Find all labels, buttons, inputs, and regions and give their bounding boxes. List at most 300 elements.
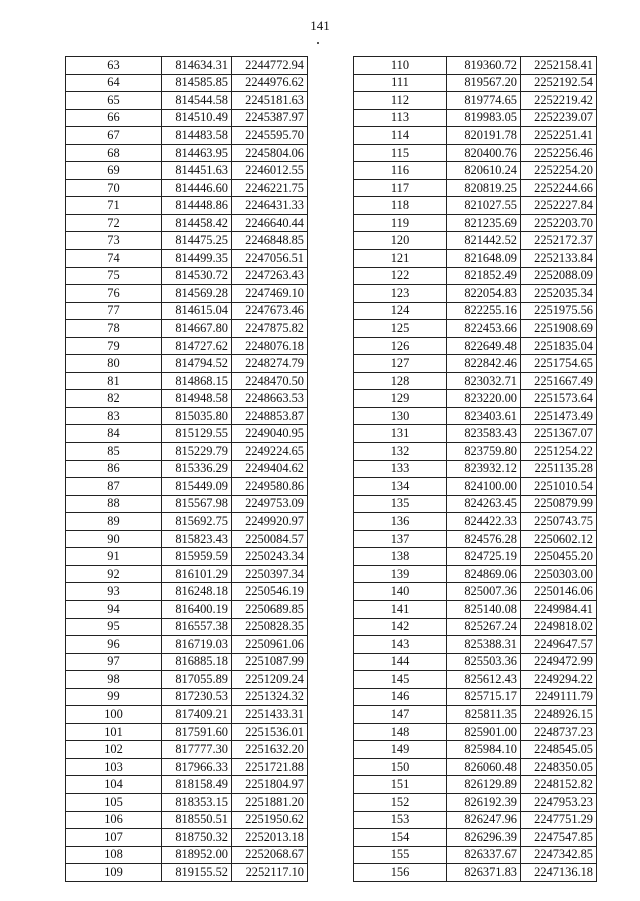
x-coordinate-cell: 815129.55	[162, 425, 232, 443]
y-coordinate-cell: 2251087.99	[232, 653, 308, 671]
x-coordinate-cell: 824263.45	[447, 495, 521, 513]
x-coordinate-cell: 814615.04	[162, 302, 232, 320]
x-coordinate-cell: 826337.67	[447, 846, 521, 864]
y-coordinate-cell: 2247469.10	[232, 285, 308, 303]
point-number-cell: 78	[66, 320, 162, 338]
point-number-cell: 94	[66, 600, 162, 618]
point-number-cell: 133	[354, 460, 447, 478]
x-coordinate-cell: 817409.21	[162, 706, 232, 724]
point-number-cell: 63	[66, 57, 162, 75]
point-number-cell: 149	[354, 741, 447, 759]
table-row	[354, 530, 597, 548]
x-coordinate-cell: 815449.09	[162, 478, 232, 496]
point-number-cell: 71	[66, 197, 162, 215]
point-number-cell: 146	[354, 688, 447, 706]
x-coordinate-cell: 819155.52	[162, 864, 232, 882]
point-number-cell: 66	[66, 109, 162, 127]
table-row	[66, 74, 308, 92]
y-coordinate-cell: 2252203.70	[521, 214, 597, 232]
point-number-cell: 96	[66, 636, 162, 654]
x-coordinate-cell: 826371.83	[447, 864, 521, 882]
x-coordinate-cell: 821235.69	[447, 214, 521, 232]
x-coordinate-cell: 815035.80	[162, 407, 232, 425]
y-coordinate-cell: 2247875.82	[232, 320, 308, 338]
point-number-cell: 121	[354, 250, 447, 268]
y-coordinate-cell: 2247056.51	[232, 250, 308, 268]
x-coordinate-cell: 817777.30	[162, 741, 232, 759]
y-coordinate-cell: 2244976.62	[232, 74, 308, 92]
point-number-cell: 110	[354, 57, 447, 75]
y-coordinate-cell: 2251324.32	[232, 688, 308, 706]
y-coordinate-cell: 2251835.04	[521, 337, 597, 355]
y-coordinate-cell: 2252244.66	[521, 179, 597, 197]
x-coordinate-cell: 816719.03	[162, 636, 232, 654]
point-number-cell: 134	[354, 478, 447, 496]
table-row	[66, 741, 308, 759]
table-row	[66, 530, 308, 548]
x-coordinate-cell: 824100.00	[447, 478, 521, 496]
y-coordinate-cell: 2250303.00	[521, 565, 597, 583]
table-row	[66, 565, 308, 583]
table-row	[66, 811, 308, 829]
x-coordinate-cell: 820400.76	[447, 144, 521, 162]
x-coordinate-cell: 819774.65	[447, 92, 521, 110]
y-coordinate-cell: 2248545.05	[521, 741, 597, 759]
y-coordinate-cell: 2247263.43	[232, 267, 308, 285]
table-row	[66, 109, 308, 127]
x-coordinate-cell: 823583.43	[447, 425, 521, 443]
table-row	[354, 706, 597, 724]
x-coordinate-cell: 822054.83	[447, 285, 521, 303]
y-coordinate-cell: 2245387.97	[232, 109, 308, 127]
x-coordinate-cell: 826296.39	[447, 829, 521, 847]
y-coordinate-cell: 2251209.24	[232, 671, 308, 689]
y-coordinate-cell: 2245595.70	[232, 127, 308, 145]
table-row	[354, 653, 597, 671]
x-coordinate-cell: 821027.55	[447, 197, 521, 215]
point-number-cell: 143	[354, 636, 447, 654]
point-number-cell: 126	[354, 337, 447, 355]
y-coordinate-cell: 2252158.41	[521, 57, 597, 75]
x-coordinate-cell: 824422.33	[447, 513, 521, 531]
y-coordinate-cell: 2252172.37	[521, 232, 597, 250]
table-row	[66, 92, 308, 110]
table-row	[66, 460, 308, 478]
x-coordinate-cell: 817966.33	[162, 758, 232, 776]
point-number-cell: 135	[354, 495, 447, 513]
table-row	[354, 74, 597, 92]
table-row	[354, 846, 597, 864]
point-number-cell: 100	[66, 706, 162, 724]
y-coordinate-cell: 2252251.41	[521, 127, 597, 145]
table-row	[354, 495, 597, 513]
table-row	[354, 232, 597, 250]
table-row	[66, 127, 308, 145]
point-number-cell: 130	[354, 407, 447, 425]
y-coordinate-cell: 2251536.01	[232, 723, 308, 741]
table-row	[66, 513, 308, 531]
table-row	[66, 636, 308, 654]
x-coordinate-cell: 824869.06	[447, 565, 521, 583]
table-row	[66, 548, 308, 566]
x-coordinate-cell: 816557.38	[162, 618, 232, 636]
point-number-cell: 89	[66, 513, 162, 531]
x-coordinate-cell: 821852.49	[447, 267, 521, 285]
y-coordinate-cell: 2249580.86	[232, 478, 308, 496]
x-coordinate-cell: 814448.86	[162, 197, 232, 215]
table-row	[66, 162, 308, 180]
table-row	[354, 355, 597, 373]
point-number-cell: 103	[66, 758, 162, 776]
y-coordinate-cell: 2250397.34	[232, 565, 308, 583]
point-number-cell: 141	[354, 600, 447, 618]
x-coordinate-cell: 826247.96	[447, 811, 521, 829]
table-row	[354, 443, 597, 461]
y-coordinate-cell: 2249404.62	[232, 460, 308, 478]
x-coordinate-cell: 814499.35	[162, 250, 232, 268]
table-row	[354, 548, 597, 566]
table-row	[66, 495, 308, 513]
y-coordinate-cell: 2248663.53	[232, 390, 308, 408]
x-coordinate-cell: 823032.71	[447, 372, 521, 390]
table-row	[354, 372, 597, 390]
x-coordinate-cell: 824576.28	[447, 530, 521, 548]
point-number-cell: 154	[354, 829, 447, 847]
x-coordinate-cell: 814948.58	[162, 390, 232, 408]
table-row	[354, 144, 597, 162]
y-coordinate-cell: 2251975.56	[521, 302, 597, 320]
y-coordinate-cell: 2250828.35	[232, 618, 308, 636]
table-row	[66, 197, 308, 215]
y-coordinate-cell: 2249224.65	[232, 443, 308, 461]
y-coordinate-cell: 2251473.49	[521, 407, 597, 425]
y-coordinate-cell: 2251573.64	[521, 390, 597, 408]
table-row	[66, 285, 308, 303]
x-coordinate-cell: 817055.89	[162, 671, 232, 689]
y-coordinate-cell: 2247953.23	[521, 793, 597, 811]
coordinates-table-right	[353, 56, 597, 882]
point-number-cell: 98	[66, 671, 162, 689]
point-number-cell: 116	[354, 162, 447, 180]
y-coordinate-cell: 2250602.12	[521, 530, 597, 548]
y-coordinate-cell: 2250879.99	[521, 495, 597, 513]
point-number-cell: 142	[354, 618, 447, 636]
x-coordinate-cell: 821442.52	[447, 232, 521, 250]
table-row	[66, 214, 308, 232]
x-coordinate-cell: 816101.29	[162, 565, 232, 583]
point-number-cell: 85	[66, 443, 162, 461]
page-mark	[317, 42, 319, 44]
point-number-cell: 84	[66, 425, 162, 443]
y-coordinate-cell: 2251254.22	[521, 443, 597, 461]
y-coordinate-cell: 2251754.65	[521, 355, 597, 373]
x-coordinate-cell: 816248.18	[162, 583, 232, 601]
x-coordinate-cell: 817230.53	[162, 688, 232, 706]
y-coordinate-cell: 2249472.99	[521, 653, 597, 671]
table-row	[66, 723, 308, 741]
point-number-cell: 101	[66, 723, 162, 741]
x-coordinate-cell: 826192.39	[447, 793, 521, 811]
x-coordinate-cell: 814544.58	[162, 92, 232, 110]
y-coordinate-cell: 2248737.23	[521, 723, 597, 741]
y-coordinate-cell: 2248926.15	[521, 706, 597, 724]
point-number-cell: 125	[354, 320, 447, 338]
table-row	[66, 390, 308, 408]
x-coordinate-cell: 814727.62	[162, 337, 232, 355]
y-coordinate-cell: 2248350.05	[521, 758, 597, 776]
point-number-cell: 136	[354, 513, 447, 531]
point-number-cell: 137	[354, 530, 447, 548]
y-coordinate-cell: 2252219.42	[521, 92, 597, 110]
point-number-cell: 77	[66, 302, 162, 320]
point-number-cell: 72	[66, 214, 162, 232]
point-number-cell: 139	[354, 565, 447, 583]
x-coordinate-cell: 825984.10	[447, 741, 521, 759]
x-coordinate-cell: 814483.58	[162, 127, 232, 145]
point-number-cell: 114	[354, 127, 447, 145]
point-number-cell: 107	[66, 829, 162, 847]
y-coordinate-cell: 2246221.75	[232, 179, 308, 197]
table-row	[66, 302, 308, 320]
table-row	[354, 109, 597, 127]
point-number-cell: 148	[354, 723, 447, 741]
point-number-cell: 147	[354, 706, 447, 724]
point-number-cell: 73	[66, 232, 162, 250]
x-coordinate-cell: 814585.85	[162, 74, 232, 92]
x-coordinate-cell: 815692.75	[162, 513, 232, 531]
x-coordinate-cell: 817591.60	[162, 723, 232, 741]
table-row	[354, 600, 597, 618]
x-coordinate-cell: 814868.15	[162, 372, 232, 390]
point-number-cell: 67	[66, 127, 162, 145]
y-coordinate-cell: 2247751.29	[521, 811, 597, 829]
y-coordinate-cell: 2250084.57	[232, 530, 308, 548]
y-coordinate-cell: 2249294.22	[521, 671, 597, 689]
point-number-cell: 124	[354, 302, 447, 320]
y-coordinate-cell: 2245804.06	[232, 144, 308, 162]
x-coordinate-cell: 815823.43	[162, 530, 232, 548]
table-row	[354, 741, 597, 759]
x-coordinate-cell: 814530.72	[162, 267, 232, 285]
x-coordinate-cell: 815336.29	[162, 460, 232, 478]
table-row	[354, 197, 597, 215]
table-row	[354, 671, 597, 689]
y-coordinate-cell: 2251804.97	[232, 776, 308, 794]
table-row	[354, 758, 597, 776]
y-coordinate-cell: 2249984.41	[521, 600, 597, 618]
point-number-cell: 88	[66, 495, 162, 513]
table-row	[66, 829, 308, 847]
point-number-cell: 123	[354, 285, 447, 303]
y-coordinate-cell: 2246640.44	[232, 214, 308, 232]
y-coordinate-cell: 2246848.85	[232, 232, 308, 250]
x-coordinate-cell: 815229.79	[162, 443, 232, 461]
x-coordinate-cell: 814458.42	[162, 214, 232, 232]
y-coordinate-cell: 2250146.06	[521, 583, 597, 601]
y-coordinate-cell: 2245181.63	[232, 92, 308, 110]
point-number-cell: 70	[66, 179, 162, 197]
table-row	[354, 460, 597, 478]
table-row	[66, 267, 308, 285]
table-row	[354, 57, 597, 75]
table-row	[66, 758, 308, 776]
table-row	[354, 688, 597, 706]
x-coordinate-cell: 820819.25	[447, 179, 521, 197]
point-number-cell: 93	[66, 583, 162, 601]
point-number-cell: 144	[354, 653, 447, 671]
x-coordinate-cell: 818158.49	[162, 776, 232, 794]
table-row	[354, 320, 597, 338]
table-row	[66, 425, 308, 443]
point-number-cell: 97	[66, 653, 162, 671]
y-coordinate-cell: 2252254.20	[521, 162, 597, 180]
point-number-cell: 138	[354, 548, 447, 566]
table-row	[354, 179, 597, 197]
y-coordinate-cell: 2249753.09	[232, 495, 308, 513]
y-coordinate-cell: 2252192.54	[521, 74, 597, 92]
y-coordinate-cell: 2252035.34	[521, 285, 597, 303]
table-row	[66, 671, 308, 689]
point-number-cell: 91	[66, 548, 162, 566]
x-coordinate-cell: 818550.51	[162, 811, 232, 829]
point-number-cell: 74	[66, 250, 162, 268]
y-coordinate-cell: 2249040.95	[232, 425, 308, 443]
table-row	[66, 600, 308, 618]
y-coordinate-cell: 2248470.50	[232, 372, 308, 390]
y-coordinate-cell: 2247136.18	[521, 864, 597, 882]
point-number-cell: 64	[66, 74, 162, 92]
point-number-cell: 127	[354, 355, 447, 373]
x-coordinate-cell: 814667.80	[162, 320, 232, 338]
point-number-cell: 104	[66, 776, 162, 794]
x-coordinate-cell: 823932.12	[447, 460, 521, 478]
table-row	[66, 355, 308, 373]
table-row	[354, 864, 597, 882]
table-row	[354, 267, 597, 285]
y-coordinate-cell: 2250961.06	[232, 636, 308, 654]
x-coordinate-cell: 822255.16	[447, 302, 521, 320]
table-row	[354, 565, 597, 583]
table-row	[66, 706, 308, 724]
point-number-cell: 99	[66, 688, 162, 706]
table-row	[354, 793, 597, 811]
point-number-cell: 106	[66, 811, 162, 829]
point-number-cell: 69	[66, 162, 162, 180]
coordinates-table-left	[65, 56, 308, 882]
y-coordinate-cell: 2249818.02	[521, 618, 597, 636]
table-row	[66, 618, 308, 636]
table-row	[354, 776, 597, 794]
y-coordinate-cell: 2250455.20	[521, 548, 597, 566]
y-coordinate-cell: 2251881.20	[232, 793, 308, 811]
y-coordinate-cell: 2251433.31	[232, 706, 308, 724]
x-coordinate-cell: 815959.59	[162, 548, 232, 566]
y-coordinate-cell: 2248853.87	[232, 407, 308, 425]
y-coordinate-cell: 2251950.62	[232, 811, 308, 829]
point-number-cell: 132	[354, 443, 447, 461]
x-coordinate-cell: 821648.09	[447, 250, 521, 268]
x-coordinate-cell: 823759.80	[447, 443, 521, 461]
point-number-cell: 109	[66, 864, 162, 882]
y-coordinate-cell: 2249920.97	[232, 513, 308, 531]
table-row	[354, 513, 597, 531]
y-coordinate-cell: 2250689.85	[232, 600, 308, 618]
y-coordinate-cell: 2251721.88	[232, 758, 308, 776]
table-row	[66, 232, 308, 250]
point-number-cell: 117	[354, 179, 447, 197]
table-row	[66, 443, 308, 461]
point-number-cell: 112	[354, 92, 447, 110]
y-coordinate-cell: 2251367.07	[521, 425, 597, 443]
x-coordinate-cell: 822842.46	[447, 355, 521, 373]
table-row	[66, 407, 308, 425]
x-coordinate-cell: 825901.00	[447, 723, 521, 741]
table-row	[66, 179, 308, 197]
point-number-cell: 75	[66, 267, 162, 285]
y-coordinate-cell: 2248152.82	[521, 776, 597, 794]
table-row	[66, 144, 308, 162]
point-number-cell: 92	[66, 565, 162, 583]
point-number-cell: 113	[354, 109, 447, 127]
x-coordinate-cell: 818952.00	[162, 846, 232, 864]
x-coordinate-cell: 822649.48	[447, 337, 521, 355]
page-number: 141	[310, 18, 330, 33]
table-row	[354, 407, 597, 425]
point-number-cell: 65	[66, 92, 162, 110]
point-number-cell: 145	[354, 671, 447, 689]
x-coordinate-cell: 825715.17	[447, 688, 521, 706]
table-row	[66, 372, 308, 390]
y-coordinate-cell: 2249647.57	[521, 636, 597, 654]
point-number-cell: 83	[66, 407, 162, 425]
x-coordinate-cell: 822453.66	[447, 320, 521, 338]
y-coordinate-cell: 2246012.55	[232, 162, 308, 180]
point-number-cell: 68	[66, 144, 162, 162]
y-coordinate-cell: 2244772.94	[232, 57, 308, 75]
point-number-cell: 122	[354, 267, 447, 285]
table-row	[354, 250, 597, 268]
table-row	[354, 829, 597, 847]
y-coordinate-cell: 2252068.67	[232, 846, 308, 864]
x-coordinate-cell: 820610.24	[447, 162, 521, 180]
x-coordinate-cell: 825140.08	[447, 600, 521, 618]
point-number-cell: 151	[354, 776, 447, 794]
point-number-cell: 140	[354, 583, 447, 601]
y-coordinate-cell: 2252227.84	[521, 197, 597, 215]
table-row	[66, 846, 308, 864]
y-coordinate-cell: 2251908.69	[521, 320, 597, 338]
table-row	[354, 425, 597, 443]
x-coordinate-cell: 818353.15	[162, 793, 232, 811]
point-number-cell: 115	[354, 144, 447, 162]
x-coordinate-cell: 826060.48	[447, 758, 521, 776]
point-number-cell: 80	[66, 355, 162, 373]
table-row	[66, 320, 308, 338]
x-coordinate-cell: 823220.00	[447, 390, 521, 408]
x-coordinate-cell: 814510.49	[162, 109, 232, 127]
table-row	[354, 583, 597, 601]
point-number-cell: 119	[354, 214, 447, 232]
table-row	[354, 302, 597, 320]
y-coordinate-cell: 2252013.18	[232, 829, 308, 847]
table-row	[66, 478, 308, 496]
point-number-cell: 131	[354, 425, 447, 443]
table-row	[66, 864, 308, 882]
point-number-cell: 79	[66, 337, 162, 355]
point-number-cell: 129	[354, 390, 447, 408]
table-row	[354, 127, 597, 145]
table-row	[354, 723, 597, 741]
